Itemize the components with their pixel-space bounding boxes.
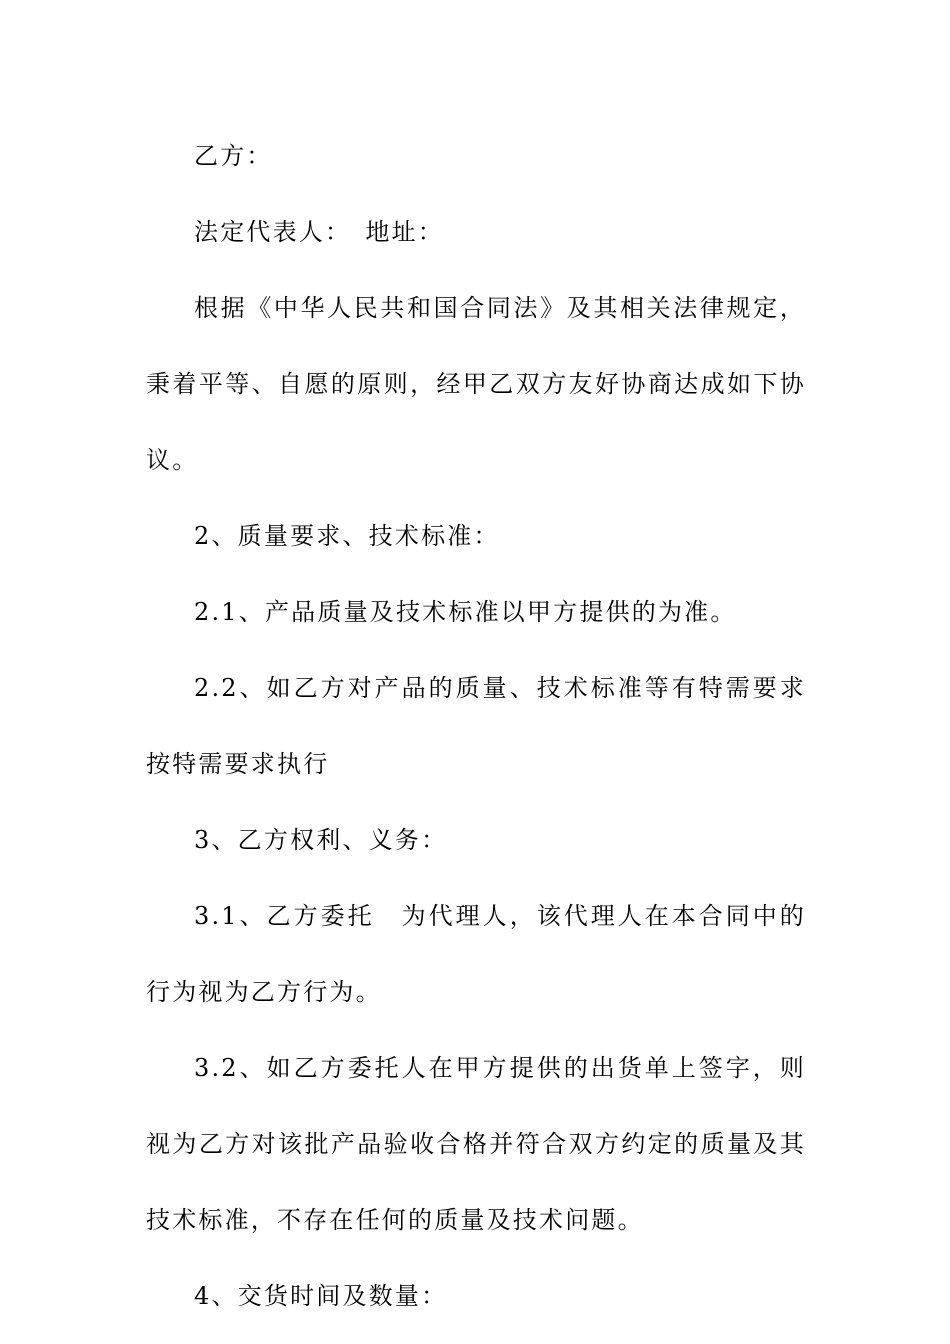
clause-3-2: 3.2、如乙方委托人在甲方提供的出货单上签字，则视为乙方对该批产品验收合格并符合双方约定的质量及其技术标准，不存在任何的质量及技术问题。 [146,1054,806,1234]
section-2-heading: 2、质量要求、技术标准： [194,522,500,550]
section-4-heading: 4、交货时间及数量： [194,1282,448,1310]
section-3-heading: 3、乙方权利、义务： [194,826,448,854]
party-b-label: 乙方： [194,142,273,170]
preamble-paragraph: 根据《中华人民共和国合同法》及其相关法律规定，秉着平等、自愿的原则，经甲乙双方友好协商达成如下协议。 [146,294,806,474]
clause-3-1: 3.1、乙方委托 为代理人，该代理人在本合同中的行为视为乙方行为。 [146,902,806,1006]
document-body [146,118,806,1334]
clause-2-2: 2.2、如乙方对产品的质量、技术标准等有特需要求按特需要求执行 [146,674,806,778]
clause-2-1: 2.1、产品质量及技术标准以甲方提供的为准。 [194,598,737,626]
legal-rep-address-line: 法定代表人： 地址： [194,218,444,246]
